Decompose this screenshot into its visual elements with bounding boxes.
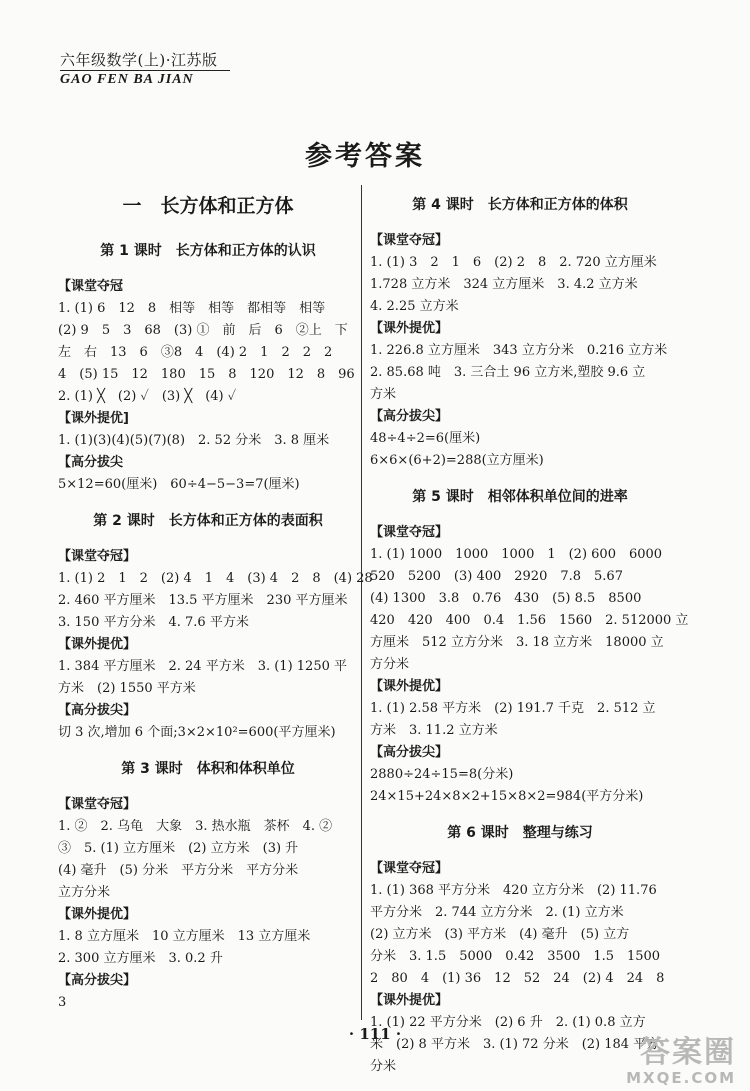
answer-line: 3 — [58, 995, 67, 1010]
section-label: 【高分拔尖】 — [370, 409, 449, 424]
lesson-gap — [58, 496, 358, 504]
answer-line: 1. (1) 1000 1000 1000 1 (2) 600 6000 — [370, 547, 663, 562]
page-title: 参考答案 — [305, 141, 425, 172]
answer-line: 左 右 13 6 ③8 4 (4) 2 1 2 2 2 — [58, 345, 333, 360]
answer-line: 平方分米 2. 744 立方分米 2. (1) 立方米 — [370, 905, 624, 920]
header-rule — [60, 70, 230, 71]
answer-line: 24×15+24×8×2+15×8×2=984(平方分米) — [370, 789, 644, 804]
section-label: 【课外提优】 — [58, 907, 137, 922]
section-label: 【课外提优】 — [370, 321, 449, 336]
answer-line: ③ 5. (1) 立方厘米 (2) 立方米 (3) 升 — [58, 841, 299, 856]
page-number: · 111 · — [348, 1025, 402, 1043]
answer-line: (4) 毫升 (5) 分米 平方分米 平方分米 — [58, 863, 299, 878]
lesson-heading: 第 1 课时 长方体和正方体的认识 — [100, 243, 316, 259]
section-label: 【课堂夺冠】 — [370, 861, 449, 876]
section-label: 【课堂夺冠 — [58, 279, 124, 294]
left-column — [58, 188, 373, 1022]
answer-line: 方厘米 512 立方分米 3. 18 立方米 18000 立 — [370, 635, 664, 650]
lesson-heading: 第 2 课时 长方体和正方体的表面积 — [93, 513, 323, 529]
section-label: 【课外提优】 — [58, 637, 137, 652]
answer-line: 1. (1) 22 平方分米 (2) 6 升 2. (1) 0.8 立方 — [370, 1015, 646, 1030]
lesson-gap — [58, 744, 358, 752]
section-label: 【课堂夺冠】 — [370, 233, 449, 248]
section-label: 【高分拔尖】 — [370, 745, 449, 760]
answer-line: 立方分米 — [58, 885, 111, 900]
answer-line: 1. ② 2. 乌龟 大象 3. 热水瓶 茶杯 4. ② — [58, 819, 333, 834]
lesson-heading: 第 6 课时 整理与练习 — [447, 825, 593, 841]
answer-line: 48÷4÷2=6(厘米) — [370, 431, 481, 446]
answer-line: 1. (1)(3)(4)(5)(7)(8) 2. 52 分米 3. 8 厘米 — [58, 433, 330, 448]
lesson-heading: 第 5 课时 相邻体积单位间的进率 — [412, 489, 628, 505]
column-divider — [361, 185, 362, 1020]
section-label: 【课外提优】 — [370, 679, 449, 694]
answer-line: 2. 85.68 吨 3. 三合土 96 立方米,塑胶 9.6 立 — [370, 365, 646, 380]
answer-line: 4. 2.25 立方米 — [370, 299, 459, 314]
answer-line: 方米 (2) 1550 平方米 — [58, 681, 196, 696]
answer-line: 2. 460 平方厘米 13.5 平方厘米 230 平方厘米 — [58, 593, 348, 608]
section-label: 【课堂夺冠】 — [370, 525, 449, 540]
answer-line: 切 3 次,增加 6 个面;3×2×10²=600(平方厘米) — [58, 725, 336, 740]
answer-line: 方米 3. 11.2 立方米 — [370, 723, 498, 738]
answer-line: 2. 300 立方厘米 3. 0.2 升 — [58, 951, 223, 966]
book-title: 六年级数学(上)·江苏版 — [60, 51, 218, 69]
section-label: 【高分拔尖】 — [58, 703, 137, 718]
answer-line: 1.728 立方米 324 立方厘米 3. 4.2 立方米 — [370, 277, 638, 292]
answer-line: 6×6×(6+2)=288(立方厘米) — [370, 453, 544, 468]
answer-line: 分米 3. 1.5 5000 0.42 3500 1.5 1500 — [370, 949, 661, 964]
section-label: 【课外提优] — [58, 411, 129, 426]
page-header — [60, 52, 230, 88]
answer-line: 分米 — [370, 1059, 397, 1074]
answer-line: 4 (5) 15 12 180 15 8 120 12 8 96 — [58, 367, 355, 382]
answer-line: 520 5200 (3) 400 2920 7.8 5.67 — [370, 569, 623, 584]
answer-line: 1. 384 平方厘米 2. 24 平方米 3. (1) 1250 平 — [58, 659, 347, 674]
section-label: 【课外提优】 — [370, 993, 449, 1008]
answer-line: 米 (2) 8 平方米 3. (1) 72 分米 (2) 184 平方 — [370, 1037, 660, 1052]
section-label: 【课堂夺冠】 — [58, 797, 137, 812]
lesson-gap — [370, 472, 670, 480]
watermark-url: MXQE.COM — [626, 1069, 736, 1087]
lesson-gap — [370, 1078, 670, 1086]
answer-line: 2880÷24÷15=8(分米) — [370, 767, 514, 782]
answer-line: (2) 9 5 3 68 (3) ① 前 后 6 ②上 下 — [58, 323, 348, 338]
series-name: GAO FEN BA JIAN — [60, 72, 194, 87]
section-label: 【高分拔尖】 — [58, 973, 137, 988]
lesson-gap — [370, 808, 670, 816]
answer-line: 1. (1) 3 2 1 6 (2) 2 8 2. 720 立方厘米 — [370, 255, 657, 270]
watermark-text: 答案圈 — [640, 1035, 736, 1070]
answer-line: 方分米 — [370, 657, 410, 672]
watermark-logo — [626, 1036, 736, 1087]
answer-line: 420 420 400 0.4 1.56 1560 2. 512000 立 — [370, 613, 689, 628]
left-lessons — [58, 238, 373, 1022]
answer-line: (4) 1300 3.8 0.76 430 (5) 8.5 8500 — [370, 591, 642, 606]
answer-line: 1. 8 立方厘米 10 立方厘米 13 立方厘米 — [58, 929, 311, 944]
lesson-heading: 第 3 课时 体积和体积单位 — [121, 761, 295, 777]
section-label: 【高分拔尖 — [58, 455, 124, 470]
unit-heading: 一 长方体和正方体 — [122, 195, 294, 217]
answer-line: 1. (1) 2.58 平方米 (2) 191.7 千克 2. 512 立 — [370, 701, 656, 716]
lesson-heading: 第 4 课时 长方体和正方体的体积 — [412, 197, 628, 213]
section-label: 【课堂夺冠】 — [58, 549, 137, 564]
answer-line: 1. (1) 2 1 2 (2) 4 1 4 (3) 4 2 8 (4) 28 — [58, 571, 373, 586]
answer-line: 1. 226.8 立方厘米 343 立方分米 0.216 立方米 — [370, 343, 668, 358]
answer-line: 2. (1) ╳ (2) ✓ (3) ╳ (4) ✓ — [58, 389, 237, 404]
answer-line: 1. (1) 6 12 8 相等 相等 都相等 相等 — [58, 301, 326, 316]
answer-line: (2) 立方米 (3) 平方米 (4) 毫升 (5) 立方 — [370, 927, 630, 942]
answer-line: 5×12=60(厘米) 60÷4−5−3=7(厘米) — [58, 477, 300, 492]
lesson-gap — [58, 1014, 358, 1022]
answer-line: 2 80 4 (1) 36 12 52 24 (2) 4 24 8 — [370, 971, 665, 986]
answer-line: 3. 150 平方分米 4. 7.6 平方米 — [58, 615, 249, 630]
answer-line: 1. (1) 368 平方分米 420 立方分米 (2) 11.76 — [370, 883, 657, 898]
answer-line: 方米 — [370, 387, 397, 402]
